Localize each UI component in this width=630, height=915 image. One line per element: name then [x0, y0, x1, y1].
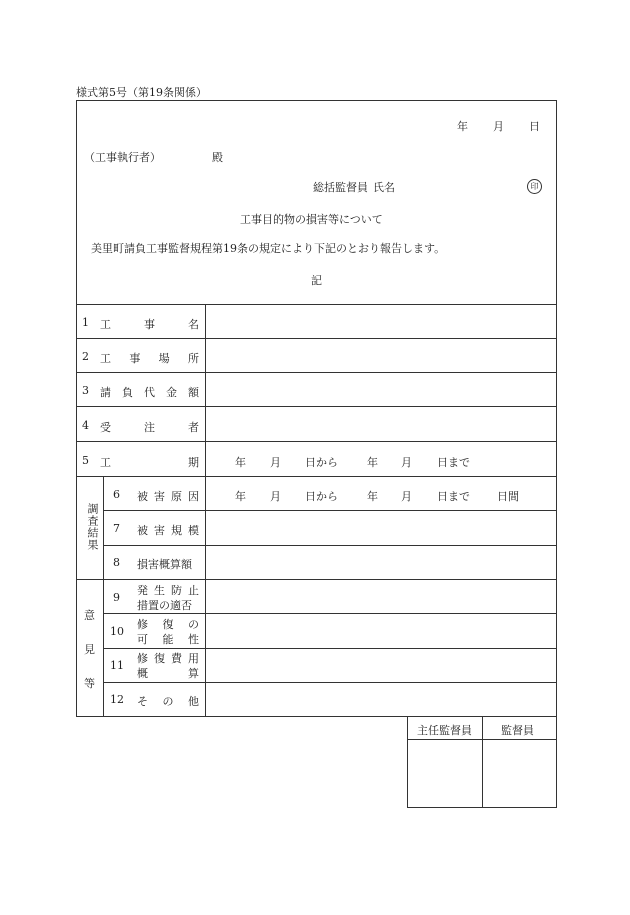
period-day-to: 日まで [437, 456, 470, 469]
frame-left [76, 100, 77, 716]
label-char: 性 [188, 633, 199, 646]
label-char: 発 [137, 584, 148, 597]
label-char: そ [137, 695, 148, 708]
period-month-from: 月 [270, 456, 281, 469]
opinion-group-char-3: 等 [84, 677, 95, 690]
chief-inspector-label: 主任監督員 [417, 724, 472, 737]
label-char: 規 [171, 524, 182, 537]
frame-bottom [76, 716, 557, 717]
label-char: 被 [137, 490, 148, 503]
label-char: 代 [144, 386, 155, 399]
addressee-honorific: 殿 [212, 151, 223, 164]
row-line [103, 510, 557, 511]
row-11-line1 [137, 650, 199, 666]
row-2-num: 2 [82, 350, 89, 363]
row-5-label [100, 454, 199, 470]
repair-cost-field[interactable] [207, 649, 555, 681]
row-5-num: 5 [82, 454, 89, 467]
label-char: 工 [100, 318, 111, 331]
row-6-num: 6 [113, 488, 120, 501]
row-2-label [100, 350, 199, 366]
chief-inspector-seal-box[interactable] [409, 741, 481, 806]
row-1-label [100, 316, 199, 332]
label-char: 所 [187, 352, 199, 365]
row-10-line2 [137, 631, 199, 647]
label-char: 用 [188, 652, 199, 665]
label-char: 害 [154, 490, 165, 503]
contract-amount-field[interactable] [207, 374, 555, 405]
opinion-group-char-1: 意 [84, 609, 95, 622]
date-year: 年 [457, 120, 468, 133]
row-1-num: 1 [82, 316, 89, 329]
label-char: の [162, 695, 174, 708]
row-line [76, 441, 557, 442]
contractor-field[interactable] [207, 408, 555, 440]
row-line [76, 372, 557, 373]
row-9-line1 [137, 582, 199, 598]
label-char: 者 [188, 421, 199, 434]
supervisor-name-label: 氏名 [373, 181, 395, 194]
row-line [76, 476, 557, 477]
damage-month-to: 月 [401, 490, 412, 503]
label-char: 生 [154, 584, 165, 597]
label-char: 場 [158, 352, 170, 365]
row-7-num: 7 [113, 522, 120, 535]
inspector-seal-box[interactable] [484, 741, 555, 806]
label-char: 因 [188, 490, 199, 503]
label-char: 復 [154, 652, 165, 665]
row-3-label [100, 384, 199, 400]
period-day-from: 日から [305, 456, 338, 469]
approval-bottom-line [407, 807, 557, 808]
date-month: 月 [493, 120, 504, 133]
approval-right-line [556, 716, 557, 808]
label-char: 能 [162, 633, 174, 646]
label-char: 復 [162, 618, 174, 631]
label-char: 事 [144, 318, 155, 331]
damage-scale-field[interactable] [207, 512, 555, 544]
label-char: 名 [188, 318, 199, 331]
row-12-label [137, 693, 199, 709]
frame-right [556, 100, 557, 716]
label-char: 他 [188, 695, 199, 708]
row-line [76, 338, 557, 339]
project-name-field[interactable] [207, 306, 555, 337]
row-6-label [137, 488, 199, 504]
project-location-field[interactable] [207, 340, 555, 371]
row-11-line2 [137, 665, 199, 681]
document-title: 工事目的物の損害等について [240, 213, 383, 226]
label-char: 費 [171, 652, 182, 665]
survey-group-label: 調査結果 [86, 503, 99, 551]
row-3-num: 3 [82, 384, 89, 397]
opinion-group-char-2: 見 [84, 643, 95, 656]
damage-day-to: 日まで [437, 490, 470, 503]
label-char: 請 [100, 386, 111, 399]
label-column-line [205, 304, 206, 716]
row-4-label [100, 419, 199, 435]
label-char: 原 [171, 490, 182, 503]
row-10-num: 10 [110, 625, 124, 638]
damage-year-to: 年 [367, 490, 378, 503]
label-char: 負 [122, 386, 133, 399]
row-4-num: 4 [82, 419, 89, 432]
label-char: 金 [166, 386, 177, 399]
label-char: 害 [154, 524, 165, 537]
damage-year-from: 年 [235, 490, 246, 503]
approval-header-line [407, 739, 557, 740]
label-char: 修 [137, 652, 148, 665]
period-year-to: 年 [367, 456, 378, 469]
addressee-label: （工事執行者） [84, 151, 161, 164]
label-char: 被 [137, 524, 148, 537]
label-char: 額 [188, 386, 199, 399]
row-8-label: 損害概算額 [137, 558, 192, 571]
damage-days: 日間 [497, 490, 519, 503]
header-divider [76, 304, 557, 305]
label-char: の [188, 618, 199, 631]
date-day: 日 [529, 120, 540, 133]
label-char: 可 [137, 633, 148, 646]
row-12-num: 12 [110, 693, 124, 706]
label-char: 算 [188, 667, 199, 680]
row-9-num: 9 [113, 591, 120, 604]
repair-possibility-field[interactable] [207, 615, 555, 647]
row-11-num: 11 [110, 659, 124, 672]
label-char: 事 [129, 352, 141, 365]
group-column-line [103, 476, 104, 716]
label-char: 期 [188, 456, 199, 469]
row-9-line2: 措置の適否 [137, 599, 192, 612]
approval-left-line [407, 716, 408, 808]
label-char: 概 [137, 667, 148, 680]
estimated-loss-field[interactable] [207, 546, 555, 578]
seal-mark: 印 [527, 179, 542, 194]
row-line [76, 579, 557, 580]
row-line [103, 613, 557, 614]
form-id: 様式第5号（第19条関係） [76, 86, 207, 99]
row-8-num: 8 [113, 556, 120, 569]
row-7-label [137, 522, 199, 538]
approval-mid-line [482, 716, 483, 808]
statement-text: 美里町請負工事監督規程第19条の規定により下記のとおり報告します。 [91, 242, 446, 255]
label-char: 修 [137, 618, 148, 631]
period-month-to: 月 [401, 456, 412, 469]
label-char: 受 [100, 421, 111, 434]
label-char: 防 [171, 584, 182, 597]
damage-month-from: 月 [270, 490, 281, 503]
label-char: 工 [100, 456, 111, 469]
period-year-from: 年 [235, 456, 246, 469]
label-char: 止 [188, 584, 199, 597]
prevention-field[interactable] [207, 581, 555, 612]
row-line [76, 406, 557, 407]
label-char: 注 [144, 421, 155, 434]
ki-marker: 記 [311, 274, 322, 287]
label-char: 工 [100, 352, 111, 365]
damage-day-from: 日から [305, 490, 338, 503]
row-10-line1 [137, 616, 199, 632]
inspector-label: 監督員 [501, 724, 534, 737]
label-char: 模 [188, 524, 199, 537]
other-field[interactable] [207, 683, 555, 715]
supervisor-title: 総括監督員 [313, 181, 368, 194]
frame-top [76, 100, 557, 101]
